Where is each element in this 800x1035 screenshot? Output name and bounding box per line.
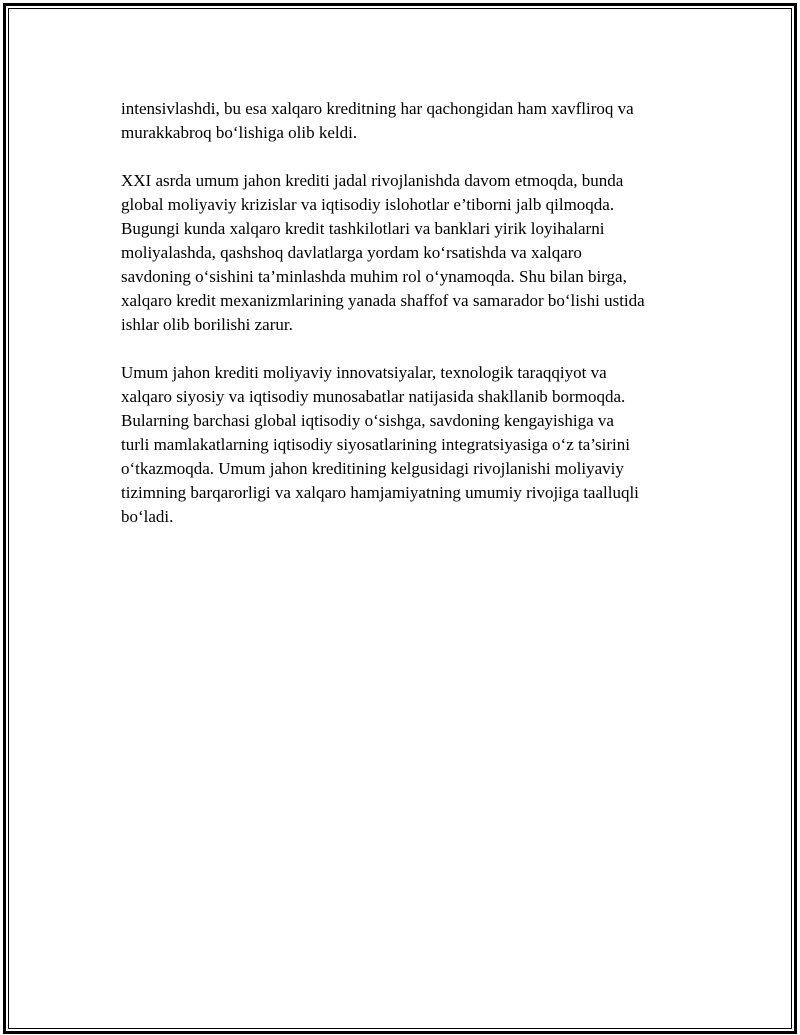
document-body bbox=[121, 97, 701, 553]
paragraph-1: intensivlashdi, bu esa xalqaro kreditning har qachongidan ham xavfliroq va murakkabroq bo‘lishiga olib keldi. bbox=[121, 99, 634, 142]
paragraph-2: XXI asrda umum jahon krediti jadal rivojlanishda davom etmoqda, bunda global moliyaviy krizislar va iqtisodiy islohotlar e’tiborni jalb qilmoqda. Bugungi kunda xalqaro kredit tashkilotlari va banklari yirik loyihalarni moliyalashda, qashshoq davlatlarga yordam ko‘rsatishda va xalqaro savdoning o‘sishini ta’minlashda muhim rol o‘ynamoqda. Shu bilan birga, xalqaro kredit mexanizmlarining yanada shaffof va samarador bo‘lishi ustida ishlar olib borilishi zarur. bbox=[121, 171, 645, 334]
page-border bbox=[3, 3, 797, 1034]
paragraph-3: Umum jahon krediti moliyaviy innovatsiyalar, texnologik taraqqiyot va xalqaro siyosiy va iqtisodiy munosabatlar natijasida shakllanib bormoqda. Bularning barchasi global iqtisodiy o‘sishga, savdoning kengayishiga va turli mamlakatlarning iqtisodiy siyosatlarining integratsiyasiga o‘z ta’sirini o‘tkazmoqda. Umum jahon kreditining kelgusidagi rivojlanishi moliyaviy tizimning barqarorligi va xalqaro hamjamiyatning umumiy rivojiga taalluqli bo‘ladi. bbox=[121, 363, 639, 526]
